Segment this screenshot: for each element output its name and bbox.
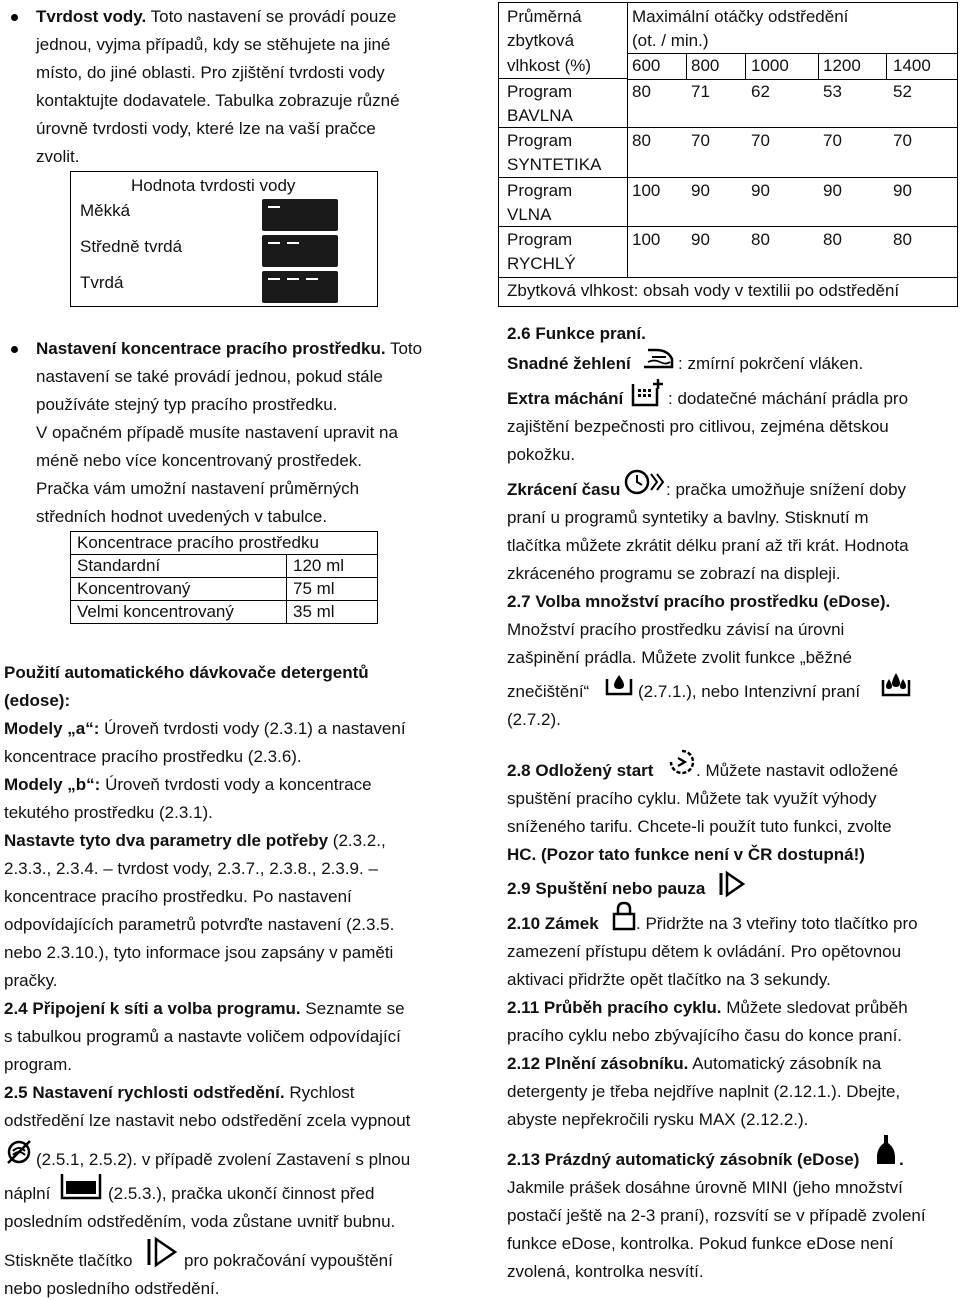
cell: 70 — [893, 131, 912, 150]
easy-iron-text: : zmírní pokrčení vláken. — [678, 354, 864, 373]
s27-line-1: zašpinění prádla. Můžete zvolit funkce „běžné — [507, 648, 852, 667]
time-short-line-0: praní u programů syntetiky a bavlny. Stisknutí m — [507, 508, 869, 527]
lock-icon — [612, 901, 636, 931]
s27-line-3: (2.7.2). — [507, 710, 561, 729]
humidity-footnote: Zbytková vlhkost: obsah vody v textilii po odstředění — [507, 281, 900, 300]
cell: 80 — [632, 131, 651, 150]
divider — [499, 78, 627, 79]
time-short-line-2: zkráceného programu se zobrazí na displeji. — [507, 564, 841, 583]
table-row — [71, 601, 378, 624]
s211-title: 2.11 Průběh pracího cyklu. — [507, 998, 722, 1017]
program-name: VLNA — [507, 205, 552, 224]
s210-title: 2.10 Zámek — [507, 914, 599, 933]
cell: 80 — [751, 230, 770, 249]
divider — [627, 79, 957, 80]
divider — [499, 177, 957, 178]
spin-speed-table — [498, 2, 958, 307]
s25-line-3b: (2.5.3.), pračka ukončí činnost před — [108, 1184, 375, 1203]
speed-800: 800 — [691, 56, 720, 75]
spin-header-unit: (ot. / min.) — [632, 31, 709, 50]
extra-rinse-label: Extra máchání — [507, 389, 624, 408]
cell: 90 — [691, 181, 710, 200]
full-tub-icon — [60, 1172, 102, 1200]
set-params-line-2: odpovídajících parametrů potvrďte nastavení (2.3.5. — [4, 915, 395, 934]
text: Toto — [385, 339, 423, 358]
speed-1400: 1400 — [893, 56, 931, 75]
humidity-header-line0: Průměrná — [507, 7, 582, 26]
time-short-icon — [623, 468, 665, 498]
water-hardness-line-5: zvolit. — [36, 147, 80, 166]
s213-line-3: zvolená, kontrolka nesvítí. — [507, 1262, 704, 1281]
s25-line-5b: pro pokračování vypouštění — [184, 1251, 393, 1270]
s25-line-4: posledním odstředěním, voda zůstane uvnitř bubnu. — [4, 1212, 396, 1231]
speed-1000: 1000 — [751, 56, 789, 75]
s212-title: 2.12 Plnění zásobníku. — [507, 1054, 689, 1073]
s213-line-2: funkce eDose, kontrolka. Pokud funkce eDose není — [507, 1234, 894, 1253]
text: Seznamte se — [300, 999, 405, 1018]
time-short-line-1: tlačítka můžete zkrátit délku praní až tři krát. Hodnota — [507, 536, 909, 555]
model-b-label: Modely „b“: — [4, 775, 101, 794]
program-name: BAVLNA — [507, 106, 573, 125]
water-hardness-line-3: kontaktujte dodavatele. Tabulka zobrazuje různé — [36, 91, 400, 110]
cell: 100 — [632, 230, 661, 249]
s24-title: 2.4 Připojení k síti a volba programu. — [4, 999, 301, 1018]
s212-line-1: detergenty je třeba nejdříve naplnit (2.12.1.). Dbejte, — [507, 1082, 901, 1101]
extra-rinse-line-1: pokožku. — [507, 445, 576, 464]
cell: 100 — [632, 181, 661, 200]
s24-line-0 — [4, 999, 405, 1019]
s211-line-0 — [507, 998, 908, 1018]
s213-dot: . — [899, 1150, 904, 1169]
speed-600: 600 — [632, 56, 661, 75]
concentration-table-header: Koncentrace pracího prostředku — [71, 532, 378, 555]
display-two-dash-icon — [262, 235, 338, 267]
s27-line-0: Množství pracího prostředku závisí na úrovni — [507, 620, 845, 639]
s28-line-0: spuštění pracího cyklu. Můžete tak využít výhody — [507, 789, 877, 808]
extra-rinse-text: : dodatečné máchání prádla pro — [668, 389, 909, 408]
cell: 80 — [632, 82, 651, 101]
hardness-row-soft: Měkká — [80, 201, 131, 220]
water-hardness-title: Tvrdost vody. — [36, 7, 147, 26]
easy-iron-label: Snadné žehlení — [507, 354, 631, 373]
s29-title: 2.9 Spuštění nebo pauza — [507, 879, 706, 898]
divider — [886, 54, 887, 79]
hardness-row-hard: Tvrdá — [80, 273, 124, 292]
set-params-line — [4, 831, 386, 851]
concentration-label: Standardní — [71, 555, 287, 578]
cell: 90 — [823, 181, 842, 200]
s28-text: . Můžete nastavit odložené — [696, 761, 899, 780]
s211-line-1: pracího cyklu nebo zbývajícího času do konce praní. — [507, 1026, 903, 1045]
bullet — [11, 346, 18, 353]
text: (2.3.2., — [328, 831, 386, 850]
detergent-line-0 — [36, 339, 422, 359]
s25-line-2: (2.5.1, 2.5.2). v případě zvolení Zastavení s plnou — [36, 1150, 411, 1169]
divider — [818, 54, 819, 79]
detergent-line-5: Pračka vám umožní nastavení průměrných — [36, 479, 360, 498]
s25-line-1: odstředění lze nastavit nebo odstředění zcela vypnout — [4, 1111, 411, 1130]
program-label: Program — [507, 230, 573, 249]
s25-title: 2.5 Nastavení rychlosti odstředění. — [4, 1083, 285, 1102]
s210-line-1: aktivaci přidržte opět tlačítko na 3 sekundy. — [507, 970, 831, 989]
water-hardness-line-0 — [36, 7, 396, 27]
play-pause-icon — [146, 1236, 178, 1268]
cell: 71 — [691, 82, 710, 101]
hardness-table-header: Hodnota tvrdosti vody — [131, 176, 296, 195]
detergent-intense-icon — [880, 670, 912, 698]
cell: 53 — [823, 82, 842, 101]
iron-icon — [638, 345, 678, 371]
cell: 62 — [751, 82, 770, 101]
bullet — [11, 14, 18, 21]
cell: 80 — [893, 230, 912, 249]
detergent-line-4: méně nebo více koncentrovaný prostředek. — [36, 451, 363, 470]
text: Úroveň tvrdosti vody a koncentrace — [100, 775, 372, 794]
divider — [745, 54, 746, 79]
s213-title: 2.13 Prázdný automatický zásobník (eDose) — [507, 1150, 860, 1169]
s25-line-3a: náplní — [4, 1184, 51, 1203]
model-a-label: Modely „a“: — [4, 719, 100, 738]
concentration-label: Velmi koncentrovaný — [71, 601, 287, 624]
set-params-line-4: pračky. — [4, 971, 58, 990]
s25-line-6: nebo posledního odstředění. — [4, 1279, 220, 1298]
program-name: RYCHLÝ — [507, 254, 576, 273]
divider — [686, 54, 687, 79]
detergent-title: Nastavení koncentrace pracího prostředku. — [36, 339, 386, 358]
s28-title: 2.8 Odložený start — [507, 761, 654, 780]
s27-line-2a: znečištění“ — [507, 682, 590, 701]
set-params-line-1: koncentrace pracího prostředku. Po nastavení — [4, 887, 352, 906]
text: Automatický zásobník na — [688, 1054, 882, 1073]
extra-rinse-line-0: zajištění bezpečnosti pro citlivou, zejména dětskou — [507, 417, 889, 436]
s213-line-0: Jakmile prášek dosáhne úrovně MINI (jeho množství — [507, 1178, 903, 1197]
cell: 90 — [751, 181, 770, 200]
s27-title: 2.7 Volba množství pracího prostředku (eDose). — [507, 592, 891, 611]
s25-line-0 — [4, 1083, 355, 1103]
detergent-line-6: středních hodnot uvedených v tabulce. — [36, 507, 328, 526]
detergent-line-2: používáte stejný typ pracího prostředku. — [36, 395, 338, 414]
model-b-line — [4, 775, 372, 795]
edose-title-line1: Použití automatického dávkovače detergentů — [4, 663, 369, 682]
play-pause-icon — [718, 870, 746, 898]
detergent-line-3: V opačném případě musíte nastavení upravit na — [36, 423, 398, 442]
s28-line-1: sníženého tarifu. Chcete-li použít tuto funkci, zvolte — [507, 817, 892, 836]
speed-1200: 1200 — [823, 56, 861, 75]
s25-line-5a: Stiskněte tlačítko — [4, 1251, 133, 1270]
display-one-dash-icon — [262, 199, 338, 231]
water-hardness-line-1: jednou, vyjma případů, kdy se stěhujete na jiné — [36, 35, 391, 54]
humidity-header-line2: vlhkost (%) — [507, 56, 592, 75]
program-label: Program — [507, 131, 573, 150]
text: Úroveň tvrdosti vody (2.3.1) a nastavení — [99, 719, 406, 738]
s212-line-0 — [507, 1054, 881, 1074]
model-a-line — [4, 719, 406, 739]
s26-title: 2.6 Funkce praní. — [507, 324, 646, 343]
cell: 90 — [691, 230, 710, 249]
s212-line-2: abyste nepřekročili rysku MAX (2.12.2.). — [507, 1110, 809, 1129]
time-short-label: Zkrácení času — [507, 480, 621, 499]
s28-hc-note: HC. (Pozor tato funkce není v ČR dostupná!) — [507, 845, 865, 864]
delay-start-icon — [668, 748, 696, 776]
set-params-line-3: nebo 2.3.10.), tyto informace jsou zapsány v paměti — [4, 943, 394, 962]
divider — [499, 127, 957, 128]
hardness-table — [70, 171, 378, 307]
water-hardness-line-4: úrovně tvrdosti vody, které lze na vaší pračce — [36, 119, 376, 138]
hardness-row-medium: Středně tvrdá — [80, 237, 183, 256]
program-name: SYNTETIKA — [507, 155, 602, 174]
set-params-label: Nastavte tyto dva parametry dle potřeby — [4, 831, 329, 850]
no-spin-icon — [4, 1137, 34, 1167]
s210-text: . Přidržte na 3 vteřiny toto tlačítko pro — [636, 914, 918, 933]
s24-line-2: program. — [4, 1055, 73, 1074]
cell: 80 — [823, 230, 842, 249]
s210-line-0: zamezení přístupu dětem k ovládání. Pro opětovnou — [507, 942, 902, 961]
edose-title-line2: (edose): — [4, 691, 71, 710]
detergent-line-1: nastavení se také provádí jednou, pokud stále — [36, 367, 383, 386]
divider — [499, 277, 957, 278]
set-params-line-0: 2.3.3., 2.3.4. – tvrdost vody, 2.3.7., 2.3.8., 2.3.9. – — [4, 859, 378, 878]
display-three-dash-icon — [262, 271, 338, 303]
s27-line-2b: (2.7.1.), nebo Intenzivní praní — [638, 682, 861, 701]
text: Toto nastavení se provádí pouze — [146, 7, 397, 26]
cell: 70 — [751, 131, 770, 150]
cell: 52 — [893, 82, 912, 101]
divider — [499, 226, 957, 227]
empty-dispenser-icon — [874, 1133, 898, 1167]
text: Rychlost — [284, 1083, 355, 1102]
spin-header: Maximální otáčky odstředění — [632, 7, 849, 26]
s213-line-1: postačí ještě na 2-3 praní), rozsvítí se v případě zvolení — [507, 1206, 926, 1225]
concentration-table — [70, 531, 378, 624]
concentration-value: 120 ml — [287, 555, 378, 578]
s24-line-1: s tabulkou programů a nastavte voličem odpovídající — [4, 1027, 401, 1046]
cell: 70 — [691, 131, 710, 150]
model-b-line2: tekutého prostředku (2.3.1). — [4, 803, 213, 822]
concentration-value: 35 ml — [287, 601, 378, 624]
table-row — [71, 555, 378, 578]
cell: 70 — [823, 131, 842, 150]
concentration-value: 75 ml — [287, 578, 378, 601]
time-short-text: : pračka umožňuje snížení doby — [666, 480, 907, 499]
program-label: Program — [507, 181, 573, 200]
water-hardness-line-2: místo, do jiné oblasti. Pro zjištění tvrdosti vody — [36, 63, 385, 82]
table-row — [71, 578, 378, 601]
text: Můžete sledovat průběh — [721, 998, 908, 1017]
model-a-line2: koncentrace pracího prostředku (2.3.6). — [4, 747, 302, 766]
program-label: Program — [507, 82, 573, 101]
cell: 90 — [893, 181, 912, 200]
detergent-normal-icon — [604, 671, 634, 697]
humidity-header-line1: zbytková — [507, 31, 575, 50]
concentration-label: Koncentrovaný — [71, 578, 287, 601]
extra-rinse-icon — [630, 378, 666, 408]
